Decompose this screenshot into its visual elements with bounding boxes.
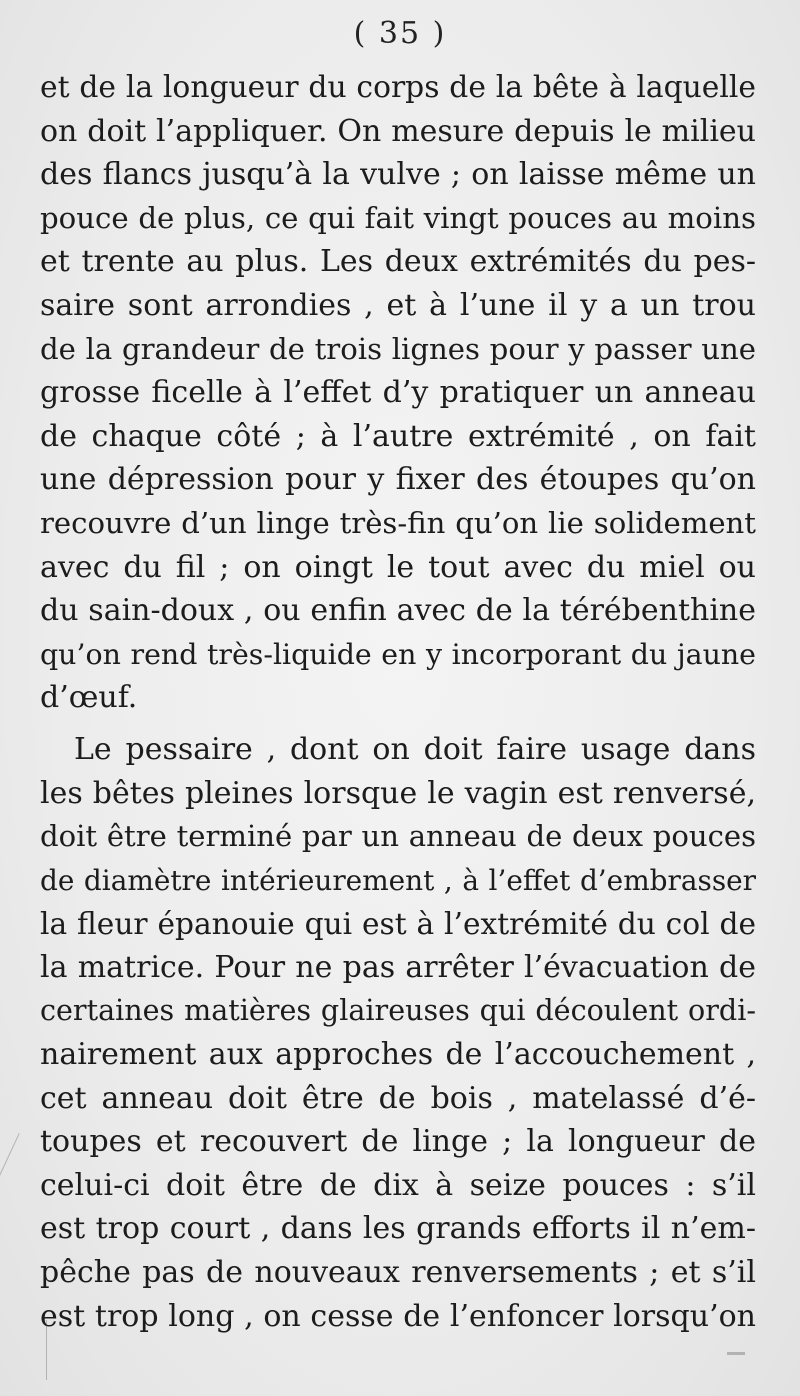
text-line: et de la longueur du corps de la bête à laquelle — [40, 70, 756, 105]
text-line: saire sont arrondies , et à l’une il y a un trou — [40, 287, 756, 323]
text-line: de diamètre intérieurement , à l’effet d’embrasser — [40, 863, 756, 897]
page-number: ( 35 ) — [353, 16, 447, 51]
text-line: des flancs jusqu’à la vulve ; on laisse même un — [40, 157, 756, 193]
text-line: une dépression pour y fixer des étoupes qu’on — [40, 462, 756, 498]
text-line: cet anneau doit être de bois , matelassé d’é- — [40, 1080, 756, 1116]
ink-smudge-mark — [727, 1352, 745, 1355]
body-text — [40, 66, 756, 1338]
text-line: certaines matières glaireuses qui découlent ordi- — [40, 993, 756, 1028]
text-line: avec du fil ; on oingt le tout avec du miel ou — [40, 549, 756, 585]
text-line: recouvre d’un linge très-fin qu’on lie solidement — [40, 505, 756, 540]
text-line: de la grandeur de trois lignes pour y passer une — [40, 331, 756, 366]
text-line: la matrice. Pour ne pas arrêter l’évacuation de — [40, 949, 756, 985]
text-line: du sain-doux , ou enfin avec de la térébenthine — [40, 593, 756, 629]
text-line: pouce de plus, ce qui fait vingt pouces au moins — [40, 200, 756, 235]
text-line: celui-ci doit être de dix à seize pouces : s’il — [40, 1167, 756, 1203]
text-line: la fleur épanouie qui est à l’extrémité du col de — [40, 906, 756, 942]
text-line: toupes et recouvert de linge ; la longueur de — [40, 1124, 756, 1160]
text-line: d’œuf. — [40, 680, 138, 716]
text-line: et trente au plus. Les deux extrémités du pes- — [40, 244, 756, 280]
paper-scratch-mark — [0, 1133, 20, 1197]
text-line: Le pessaire , dont on doit faire usage dans — [74, 731, 756, 767]
paragraph-1 — [40, 66, 756, 720]
paragraph-2 — [40, 728, 756, 1338]
paper-scratch-mark — [46, 1320, 47, 1380]
text-line: on doit l’appliquer. On mesure depuis le milieu — [40, 113, 756, 149]
text-line: grosse ficelle à l’effet d’y pratiquer un anneau — [40, 375, 756, 411]
text-line: les bêtes pleines lorsque le vagin est renversé, — [40, 775, 756, 811]
text-line: doit être terminé par un anneau de deux pouces — [40, 819, 756, 854]
text-line: de chaque côté ; à l’autre extrémité , on fait — [40, 418, 756, 454]
text-line: qu’on rend très-liquide en y incorporant du jaune — [40, 637, 756, 671]
text-line: est trop court , dans les grands efforts il n’em- — [40, 1211, 756, 1247]
text-line: est trop long , on cesse de l’enfoncer lorsqu’on — [40, 1298, 756, 1334]
text-line: nairement aux approches de l’accouchement , — [40, 1037, 756, 1073]
text-line: pêche pas de nouveaux renversements ; et s’il — [40, 1255, 756, 1291]
paragraph-gap — [40, 720, 756, 728]
